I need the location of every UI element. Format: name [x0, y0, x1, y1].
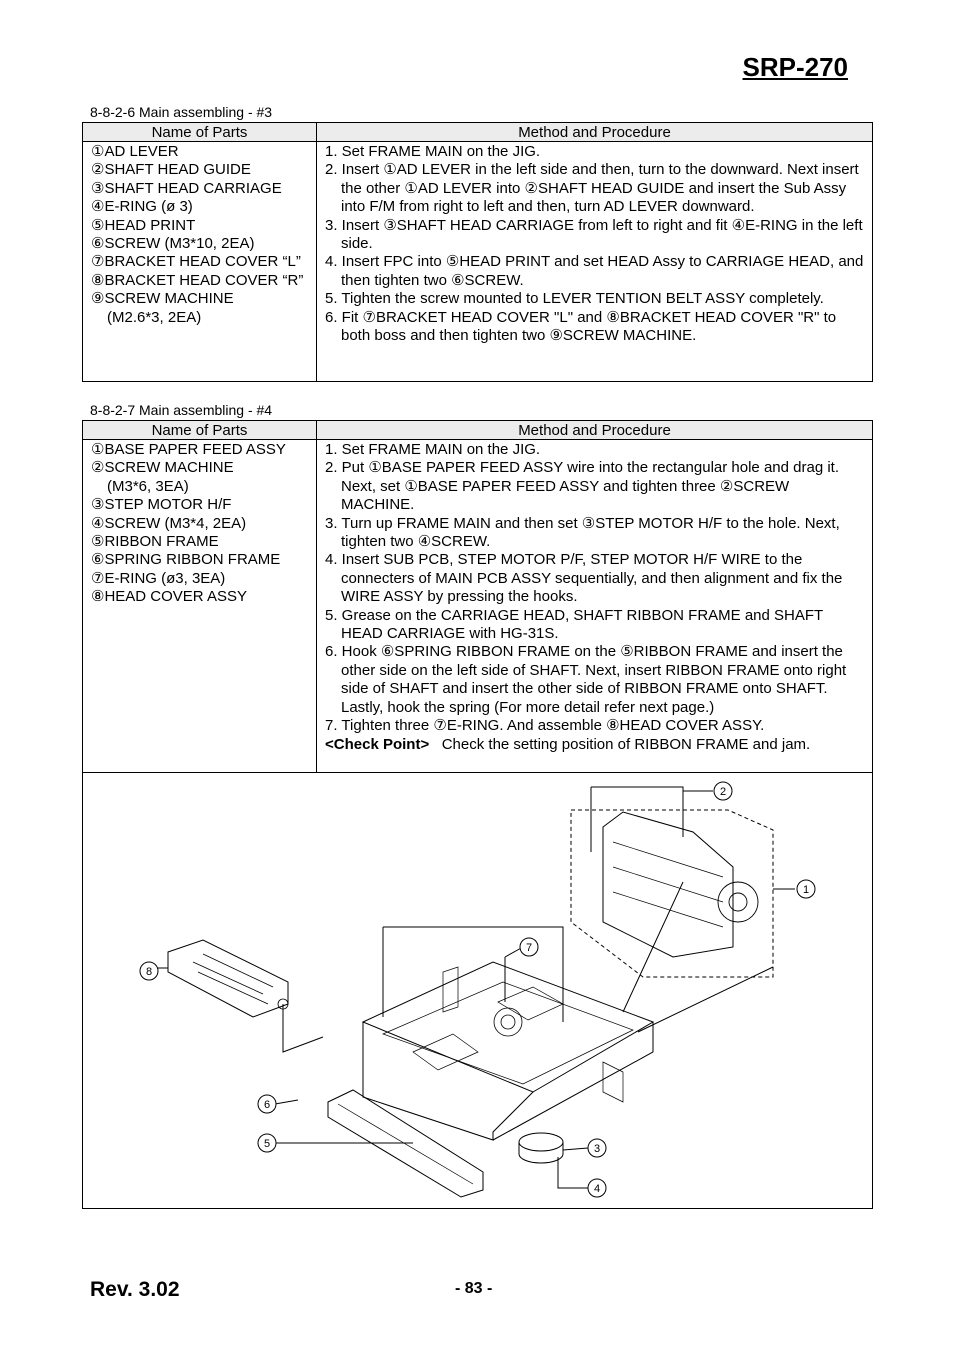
revision: Rev. 3.02 — [90, 1278, 180, 1301]
callout-5-label: 5 — [263, 1138, 271, 1150]
step-item: 5. Tighten the screw mounted to LEVER TENTION BELT ASSY completely. — [325, 290, 824, 308]
steps-list — [325, 441, 866, 736]
step-item: 5. Grease on the CARRIAGE HEAD, SHAFT RIBBON FRAME and SHAFT HEAD CARRIAGE with HG-31S. — [325, 606, 823, 643]
part-item: ⑦E-RING (ø3, 3EA) — [91, 569, 226, 587]
part-item: (M3*6, 3EA) — [107, 477, 189, 495]
step-item: 2. Insert ①AD LEVER in the left side and then, turn to the downward. Next insert the other ①AD LEVER into ②SHAFT HEAD GUIDE and insert the Sub Assy into F/M from right to left and then, turn AD LEVER downward. — [325, 161, 859, 216]
step-item: 1. Set FRAME MAIN on the JIG. — [325, 143, 541, 160]
part-item: ⑨SCREW MACHINE — [91, 290, 234, 308]
part-item: ⑧HEAD COVER ASSY — [91, 588, 247, 606]
exploded-view-drawing — [83, 772, 872, 1208]
parts-list — [91, 441, 310, 607]
part-item: ③STEP MOTOR H/F — [91, 496, 232, 514]
parts-list — [91, 143, 310, 327]
part-item: ⑧BRACKET HEAD COVER “R” — [91, 271, 304, 289]
part-item: ⑦BRACKET HEAD COVER “L” — [91, 253, 301, 271]
page-number: - 83 - — [455, 1280, 493, 1297]
step-item: 3. Insert ③SHAFT HEAD CARRIAGE from left to right and fit ④E-RING in the left side. — [325, 216, 863, 253]
step-item: 1. Set FRAME MAIN on the JIG. — [325, 441, 541, 458]
part-item: ③SHAFT HEAD CARRIAGE — [91, 179, 282, 197]
steps-list — [325, 143, 866, 345]
model-title: SRP-270 — [742, 52, 848, 82]
part-item: ②SHAFT HEAD GUIDE — [91, 161, 251, 179]
callout-7-label: 7 — [525, 942, 533, 954]
table-assembly-3 — [82, 122, 873, 382]
part-item: ④SCREW (M3*4, 2EA) — [91, 514, 247, 532]
step-item: 7. Tighten three ⑦E-RING. And assemble ⑧HEAD COVER ASSY. — [325, 717, 765, 735]
table-assembly-4 — [82, 420, 873, 773]
callout-3-label: 3 — [593, 1143, 601, 1155]
part-item: ①AD LEVER — [91, 143, 179, 160]
header-method: Method and Procedure — [317, 123, 873, 142]
callout-2-label: 2 — [719, 786, 727, 798]
head-cover-assy — [168, 940, 288, 1017]
callout-1-label: 1 — [802, 884, 810, 896]
step-item: 6. Fit ⑦BRACKET HEAD COVER "L" and ⑧BRACKET HEAD COVER "R" to both boss and then tighten two ⑨SCREW MACHINE. — [325, 308, 837, 345]
check-point-text: Check the setting position of RIBBON FRAME and jam. — [441, 735, 811, 753]
parts-cell — [83, 440, 317, 773]
part-item: ④E-RING (ø 3) — [91, 198, 193, 216]
section-title-3: 8-8-2-6 Main assembling - #3 — [90, 104, 273, 120]
assembly-diagram — [82, 772, 873, 1209]
parts-cell — [83, 142, 317, 382]
step-item: 6. Hook ⑥SPRING RIBBON FRAME on the ⑤RIBBON FRAME and insert the other side on the left side of SHAFT. Next, insert RIBBON FRAME onto right side of SHAFT and insert the other side of RIBBON FRAME onto SHAFT. Lastly, hook the spring (For more detail refer next page.) — [325, 643, 847, 716]
callout-4-label: 4 — [593, 1183, 601, 1195]
part-item: ⑤HEAD PRINT — [91, 216, 196, 234]
header-name-of-parts: Name of Parts — [83, 123, 317, 142]
step-item: 4. Insert SUB PCB, STEP MOTOR P/F, STEP MOTOR H/F WIRE to the connecters of MAIN PCB ASSY sequentially, and then alignment and fix the WIRE ASSY by pressing the hooks. — [325, 551, 843, 606]
step-motor — [519, 1133, 563, 1151]
method-cell — [317, 142, 873, 382]
frame-main-top — [363, 962, 653, 1092]
part-item: (M2.6*3, 2EA) — [107, 308, 202, 326]
step-item: 3. Turn up FRAME MAIN and then set ③STEP MOTOR H/F to the hole. Next, tighten two ④SCREW. — [325, 514, 840, 551]
part-item: ②SCREW MACHINE — [91, 459, 234, 477]
callout-6-label: 6 — [263, 1099, 271, 1111]
part-item: ①BASE PAPER FEED ASSY — [91, 441, 286, 458]
header-method: Method and Procedure — [317, 421, 873, 440]
part-item: ⑤RIBBON FRAME — [91, 533, 219, 551]
section-title-4: 8-8-2-7 Main assembling - #4 — [90, 402, 273, 418]
check-point-label: <Check Point> — [325, 735, 430, 753]
callout-8-label: 8 — [145, 966, 153, 978]
part-item: ⑥SPRING RIBBON FRAME — [91, 551, 281, 569]
step-item: 4. Insert FPC into ⑤HEAD PRINT and set HEAD Assy to CARRIAGE HEAD, and then tighten two ⑥SCREW. — [325, 253, 864, 289]
check-point — [325, 736, 866, 754]
method-cell — [317, 440, 873, 773]
part-item: ⑥SCREW (M3*10, 2EA) — [91, 235, 255, 253]
header-name-of-parts: Name of Parts — [83, 421, 317, 440]
step-item: 2. Put ①BASE PAPER FEED ASSY wire into the rectangular hole and drag it. Next, set ①BASE PAPER FEED ASSY and tighten three ②SCREW MACHINE. — [325, 459, 839, 514]
